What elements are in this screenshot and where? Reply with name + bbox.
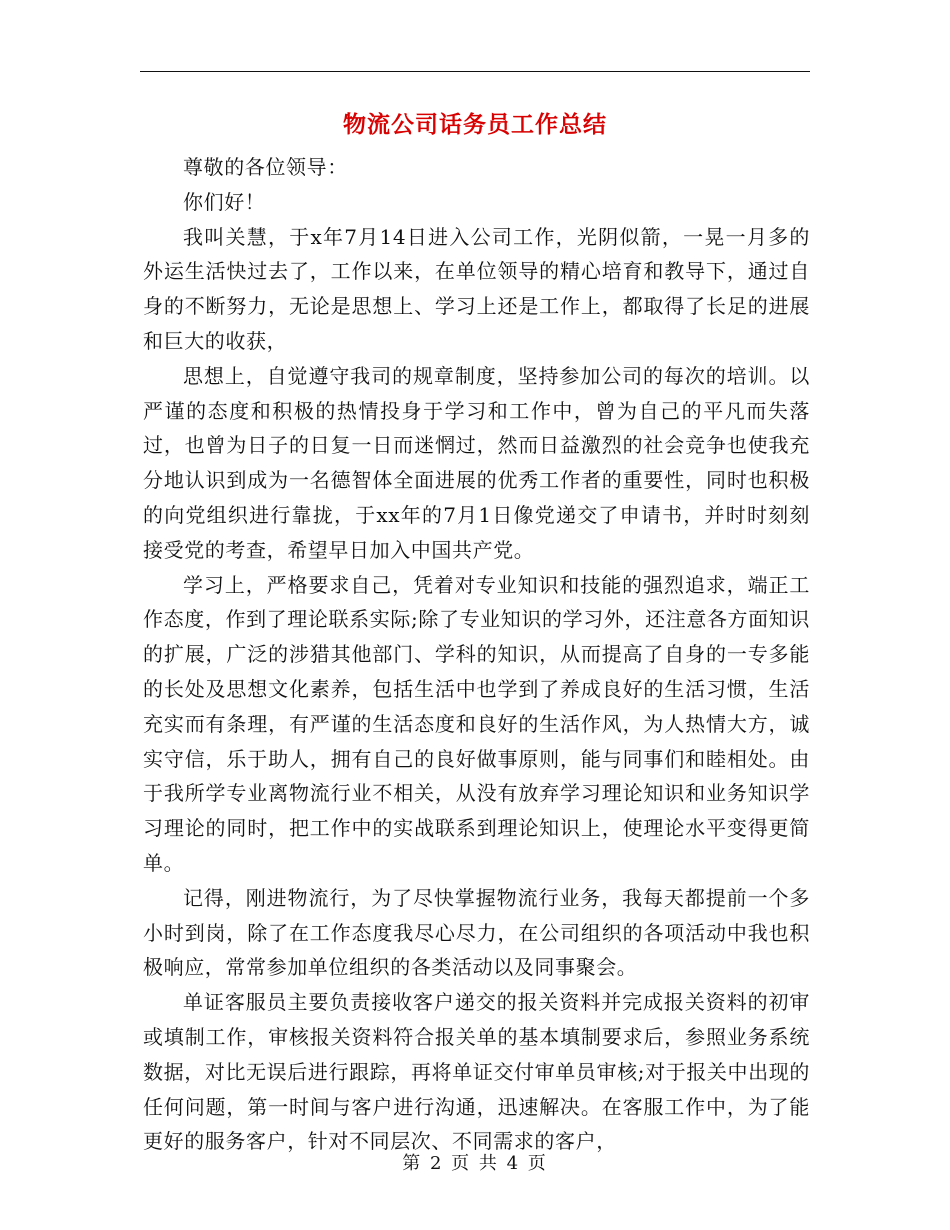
document-body (143, 150, 810, 1159)
header-rule (140, 71, 810, 72)
document-title: 物流公司话务员工作总结 (343, 112, 607, 138)
paragraph-study: 学习上，严格要求自己，凭着对专业知识和技能的强烈追求，端正工作态度，作到了理论联系实际;除了专业知识的学习外，还注意各方面知识的扩展，广泛的涉猎其他部门、学科的知识，从而提高了自身的一专多能的长处及思想文化素养，包括生活中也学到了养成良好的生活习惯，生活充实而有条理，有严谨的生活态度和良好的生活作风，为人热情大方，诚实守信，乐于助人，拥有自己的良好做事原则，能与同事们和睦相处。由于我所学专业离物流行业不相关，从没有放弃学习理论知识和业务知识学习理论的同时，把工作中的实战联系到理论知识上，使理论水平变得更简单。 (143, 572, 810, 875)
paragraph-intro: 我叫关慧，于x年7月14日进入公司工作，光阴似箭，一晃一月多的外运生活快过去了，工作以来，在单位领导的精心培育和教导下，通过自身的不断努力，无论是思想上、学习上还是工作上，都取得了长足的进展和巨大的收获， (143, 224, 810, 353)
greeting: 你们好！ (183, 189, 266, 214)
paragraph-memory: 记得，刚进物流行，为了尽快掌握物流行业务，我每天都提前一个多小时到岗，除了在工作态度我尽心尽力，在公司组织的各项活动中我也积极响应，常常参加单位组织的各类活动以及同事聚会。 (143, 885, 810, 980)
paragraph-thought: 思想上，自觉遵守我司的规章制度，坚持参加公司的每次的培训。以严谨的态度和积极的热情投身于学习和工作中，曾为自己的平凡而失落过，也曾为日子的日复一日而迷惘过，然而日益激烈的社会竞争也使我充分地认识到成为一名德智体全面进展的优秀工作者的重要性，同时也积极的向党组织进行靠拢，于xx年的7月1日像党递交了申请书，并时时刻刻接受党的考查，希望早日加入中国共产党。 (143, 363, 810, 562)
paragraph-duties: 单证客服员主要负责接收客户递交的报关资料并完成报关资料的初审或填制工作，审核报关资料符合报关单的基本填制要求后，参照业务系统数据，对比无误后进行跟踪，再将单证交付审单员审核;对于报关中出现的任何问题，第一时间与客户进行沟通，迅速解决。在客服工作中，为了能更好的服务客户，针对不同层次、不同需求的客户， (143, 990, 810, 1154)
salutation: 尊敬的各位领导： (183, 155, 348, 179)
page-number-footer: 第 2 页 共 4 页 (402, 1153, 548, 1174)
